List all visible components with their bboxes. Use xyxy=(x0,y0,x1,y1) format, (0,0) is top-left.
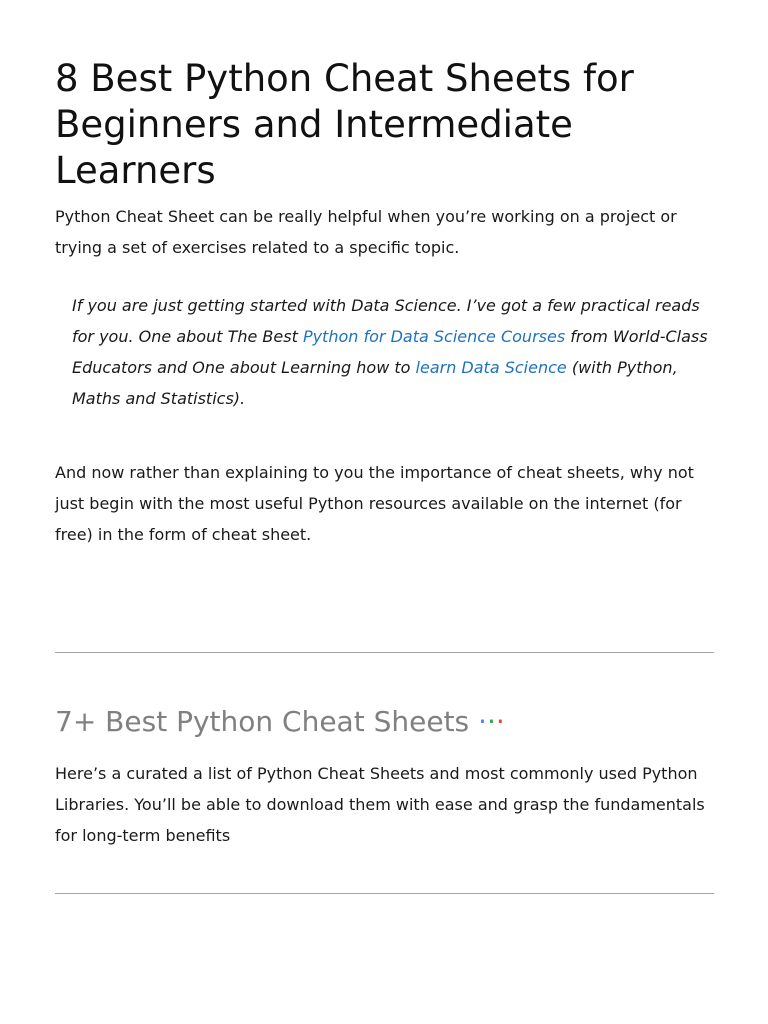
dot-green-icon: · xyxy=(486,705,496,738)
dot-blue-icon: · xyxy=(478,705,487,738)
learn-data-science-link[interactable]: learn Data Science xyxy=(415,358,567,377)
divider xyxy=(55,652,714,653)
dot-red-icon: · xyxy=(495,705,505,738)
blockquote xyxy=(72,290,714,414)
page-title: 8 Best Python Cheat Sheets for Beginners and Intermediate Learners xyxy=(55,57,634,192)
intro-paragraph: Python Cheat Sheet can be really helpful when you’re working on a project or trying a set of exercises related to a specific topic. xyxy=(55,207,677,257)
divider xyxy=(55,893,714,894)
section-heading-text: 7+ Best Python Cheat Sheets xyxy=(55,705,470,738)
cheat-sheet-importance-paragraph: And now rather than explaining to you the importance of cheat sheets, why not just begin with the most useful Python resources available on the internet (for free) in the form of cheat sheet. xyxy=(55,463,694,544)
curated-list-paragraph: Here’s a curated a list of Python Cheat Sheets and most commonly used Python Libraries. You’ll be able to download them with ease and grasp the fundamentals for long-term benefits xyxy=(55,764,705,845)
python-data-science-courses-link[interactable]: Python for Data Science Courses xyxy=(302,327,566,346)
quote-text-3: (with Python, Maths and Statistics). xyxy=(72,358,678,408)
quote-text-2: from World-Class Educators and One about Learning how to xyxy=(72,327,708,377)
quote-text-1: If you are just getting started with Data Science. I’ve got a few practical reads for you. One about The Best xyxy=(72,296,700,346)
section-heading xyxy=(55,703,505,741)
